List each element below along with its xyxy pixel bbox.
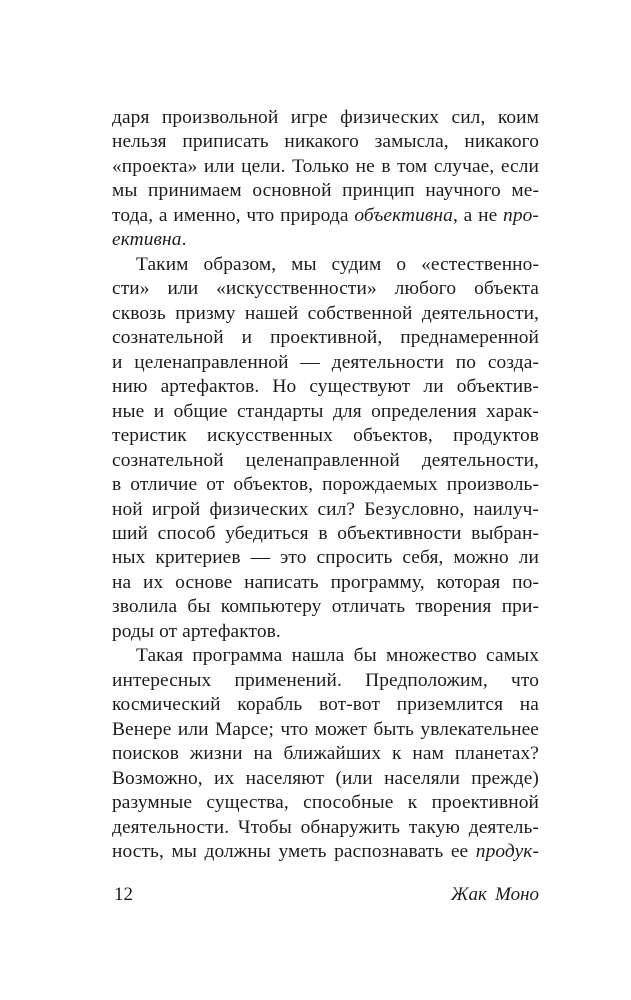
italic-text-segment: про- [503,204,539,226]
text-segment: деятельности. Чтобы обнаружить такую деятель- [112,816,539,838]
text-segment: на их основе написать программу, которая по- [112,571,539,593]
text-segment: даря произвольной игре физических сил, коим [112,107,539,128]
text-line [112,742,539,766]
text-segment: зволила бы компьютеру отличать творения при- [112,596,539,618]
text-segment: ных критериев — это спросить себя, можно ли [112,547,539,569]
italic-text-segment: продук- [475,841,539,863]
text-segment: интересных применений. Предположим, что [112,669,539,691]
text-line [112,449,539,473]
text-segment: сти» или «искусственности» любого объекта [112,278,539,300]
text-line [112,424,539,448]
text-segment: теристик искусственных объектов, продуктов [112,425,539,447]
text-line [112,718,539,742]
text-line [112,693,539,717]
text-line [112,277,539,301]
text-segment: ной игрой физических сил? Безусловно, наилуч- [112,498,539,520]
text-segment: . [181,229,187,251]
text-line [112,498,539,522]
text-line [112,179,539,203]
text-line [112,620,539,644]
text-segment: космический корабль вот-вот приземлится на [112,694,539,716]
running-title-author: Жак Моно [451,884,539,905]
text-line [112,400,539,424]
text-line [112,351,539,375]
text-line [112,595,539,619]
text-segment: разумные существа, способные к проективной [112,792,539,814]
text-segment: роды от артефактов. [112,620,281,642]
text-segment: в отличие от объектов, порождаемых произволь- [112,474,539,496]
text-segment: нию артефактов. Но существуют ли объектив- [112,376,539,398]
text-segment: Возможно, их населяют (или населяли прежде) [112,767,539,789]
text-segment: Венере или Марсе; что может быть увлекательнее [112,718,539,740]
italic-text-segment: объективна [354,204,453,226]
text-segment: ший способ убедиться в объективности выбран- [112,522,539,544]
text-segment: «проекта» или цели. Только не в том случае, если [112,155,539,177]
text-segment: сквозь призму нашей собственной деятельности, [112,302,539,324]
text-segment: Такая программа нашла бы множество самых [136,645,539,667]
text-line [112,546,539,570]
text-line [112,204,539,228]
text-line [112,375,539,399]
text-line [112,816,539,840]
text-segment: мы принимаем основной принцип научного ме- [112,180,539,202]
text-segment: Таким образом, мы судим о «естественно- [136,253,539,275]
text-segment: и целенаправленной — деятельности по созда- [112,351,539,373]
page-number: 12 [114,884,133,905]
text-line [112,840,539,864]
text-line [112,791,539,815]
text-segment: , а не [452,204,504,226]
text-line [112,473,539,497]
text-segment: тода, а именно, что природа [112,204,355,226]
text-line [112,130,539,154]
text-line [112,571,539,595]
page-footer [112,883,539,907]
text-segment: поисков жизни на ближайших к нам планетах? [112,743,539,765]
text-line [112,522,539,546]
body-text [112,106,539,865]
text-line [112,669,539,693]
text-segment: сознательной целенаправленной деятельности, [112,449,539,471]
text-segment: сознательной и проективной, преднамеренной [112,327,539,349]
text-line [112,767,539,791]
text-line [112,326,539,350]
text-segment: нельзя приписать никакого замысла, никакого [112,131,539,153]
text-line [112,155,539,179]
text-line [112,302,539,326]
text-line [112,106,539,130]
italic-text-segment: ективна [112,229,182,251]
text-line [112,644,539,668]
text-segment: ные и общие стандарты для определения харак- [112,400,539,422]
text-line [112,253,539,277]
text-line [112,228,539,252]
text-segment: ность, мы должны уметь распознавать ее [112,841,476,863]
